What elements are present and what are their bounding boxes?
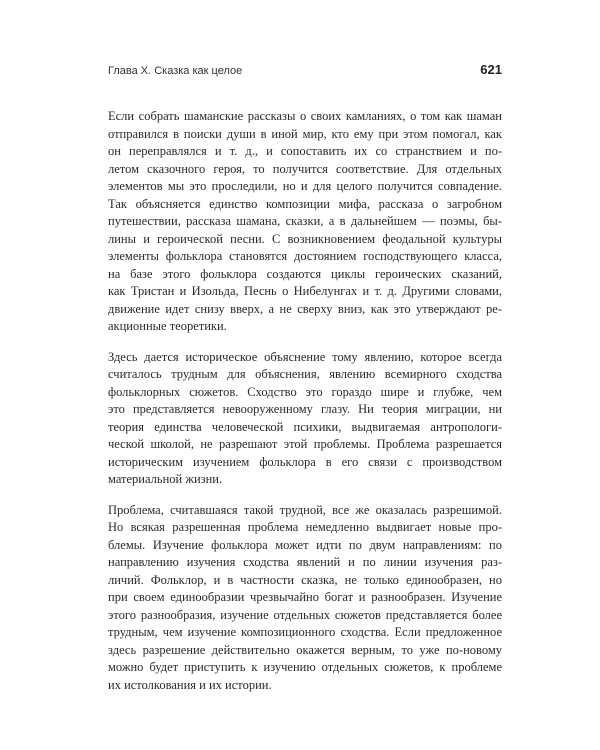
text-line: блемы. Изучение фольклора может идти по двум направлениям: по	[108, 537, 502, 552]
text-line: это представляется невооруженному глазу. Ни теория миграции, ни	[108, 402, 502, 416]
text-line: при своем единообразии чрезвычайно богат и разнообразен. Изучение	[108, 590, 502, 604]
text-line: лины и героической песни. С возникновением феодальной культуры	[108, 231, 502, 246]
paragraph-3	[108, 502, 502, 695]
text-line: элементов мы это проследили, но и для целого получится совпадение.	[108, 179, 502, 193]
text-line: этого разнообразия, изучение отдельных сюжетов представляется более	[108, 607, 502, 622]
paragraph-1	[108, 108, 502, 336]
text-line: материальной жизни.	[108, 472, 223, 486]
text-line: ческой школой, не разрешают этой проблемы. Проблема разрешается	[108, 437, 502, 451]
text-line: их истолкования и их истории.	[108, 677, 272, 692]
text-line: на базе этого фольклора создаются циклы героических сказаний,	[108, 266, 502, 281]
text-line: летом сказочного героя, то получится соответствие. Для отдельных	[108, 161, 502, 176]
text-line: он переправлялся и т. д., и сопоставить их со странствием и по-	[108, 144, 502, 158]
text-line: фольклорных сюжетов. Сходство это гораздо шире и глубже, чем	[108, 384, 502, 399]
text-line: акционные теоретики.	[108, 319, 227, 333]
text-line: Но всякая разрешенная проблема немедленно выдвигает новые про-	[108, 520, 502, 534]
text-line: личий. Фольклор, и в частности сказка, не только единообразен, но	[108, 572, 502, 587]
text-line: историческим изучением фольклора в его связи с производством	[108, 454, 502, 469]
running-head: Глава X. Сказка как целое	[108, 65, 243, 77]
page-number: 621	[480, 62, 502, 77]
text-line: считалось трудным для объяснения, явлению всемирного сходства	[108, 367, 502, 381]
text-line: движение идет снизу вверх, а не сверху вниз, как это утверждают ре-	[108, 301, 502, 316]
text-line: можно будет приступить к изучению отдельных сюжетов, к проблеме	[108, 660, 502, 674]
text-line: Проблема, считавшаяся такой трудной, все же оказалась разрешимой.	[108, 502, 502, 517]
text-line: путешествии, рассказа шамана, сказки, а в дальнейшем — поэмы, бы-	[108, 214, 502, 228]
text-line: Так объясняется единство композиции мифа, рассказа о загробном	[108, 196, 502, 211]
text-line: как Тристан и Изольда, Песнь о Нибелунгах и т. д. Другими словами,	[108, 284, 502, 298]
text-line: отправился в поиски души в иной мир, кто ему при этом помогал, как	[108, 126, 502, 141]
text-line: трудным, чем изучение композиционного сходства. Если предложенное	[108, 625, 502, 639]
text-line: элементы фольклора становятся достоянием господствующего класса,	[108, 249, 502, 263]
text-line: здесь разрешение действительно окажется верным, то уже по-новому	[108, 642, 502, 657]
page-body	[108, 108, 502, 707]
text-line: направлению изучения сходства явлений и по линии изучения раз-	[108, 555, 502, 569]
paragraph-2	[108, 349, 502, 489]
page-header	[108, 62, 502, 77]
text-line: Здесь дается историческое объяснение тому явлению, которое всегда	[108, 349, 502, 364]
text-line: Если собрать шаманские рассказы о своих камланиях, о том как шаман	[108, 109, 502, 123]
text-line: теория единства человеческой психики, выдвигаемая антропологи-	[108, 419, 502, 434]
